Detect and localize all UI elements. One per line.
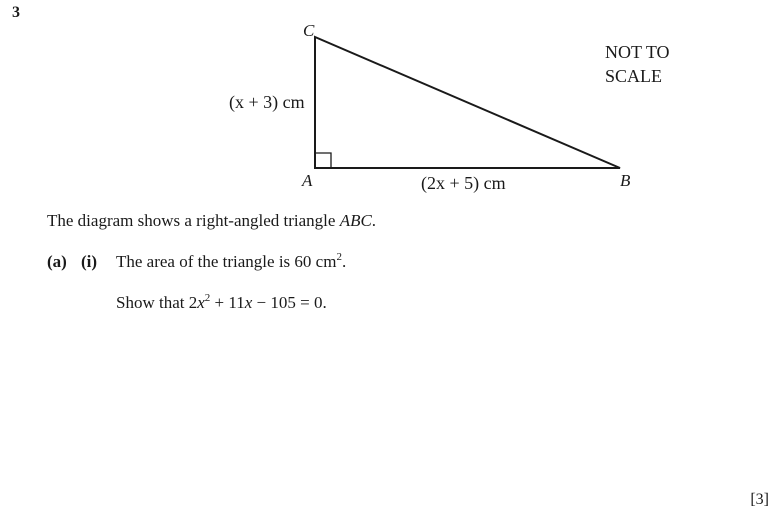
vertex-c-label: C (303, 21, 315, 40)
not-to-scale-line-1: NOT TO (605, 42, 670, 62)
triangle-diagram (0, 0, 781, 210)
show-that-equation (116, 293, 327, 313)
marks-label: [3] (750, 491, 769, 508)
part-i-label: (i) (81, 252, 98, 271)
show-exponent: 2 (204, 292, 211, 304)
right-angle-marker (315, 153, 331, 168)
intro-text: The diagram shows a right-angled triangle (47, 211, 340, 230)
intro-triangle-name: ABC (339, 211, 372, 230)
area-exponent: 2 (336, 251, 342, 263)
show-prefix: Show that 2 (116, 293, 198, 312)
not-to-scale-line-2: SCALE (605, 66, 663, 86)
show-var-x: x (197, 293, 205, 312)
triangle-abc (315, 37, 620, 168)
vertex-a-label: A (302, 171, 313, 190)
intro-sentence (47, 211, 376, 231)
area-statement (116, 252, 346, 272)
intro-end: . (371, 211, 377, 230)
area-end: . (341, 252, 347, 271)
question-number: 3 (12, 4, 20, 21)
part-a-label: (a) (47, 252, 67, 271)
side-ab-label: (2x + 5) cm (421, 173, 506, 193)
vertex-b-label: B (620, 171, 631, 190)
side-ac-label: (x + 3) cm (229, 92, 305, 112)
show-var-x2: x (244, 293, 253, 312)
not-to-scale-note (605, 40, 670, 88)
show-end: − 105 = 0. (252, 293, 327, 312)
show-rest: + 11 (210, 293, 245, 312)
area-text: The area of the triangle is 60 cm (116, 252, 337, 271)
